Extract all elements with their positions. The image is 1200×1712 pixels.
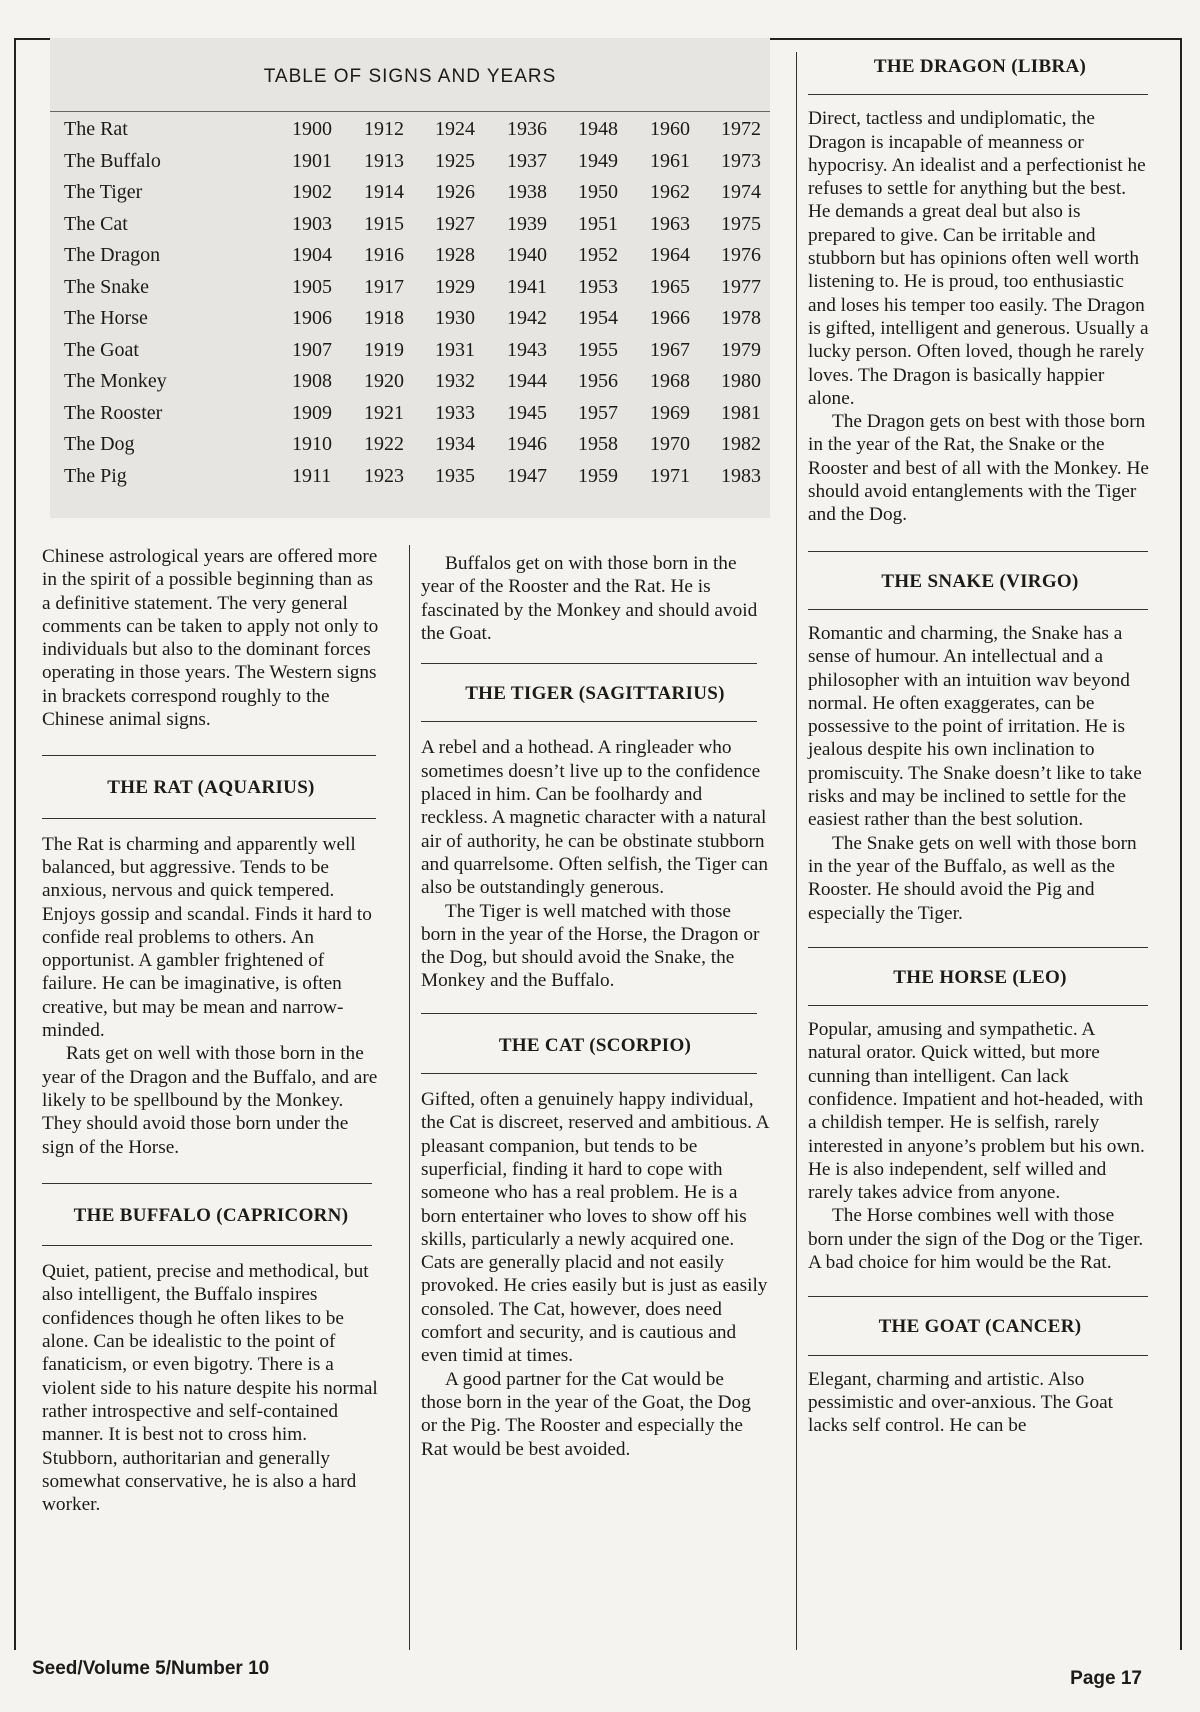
year-cell: 1956 [578,370,618,392]
year-cell: 1969 [650,401,690,424]
cat-paragraph-1: Gifted, often a genuinely happy individual, the Cat is discreet, reserved and ambitious. A pleasant companion, but tends to be superficial, finding it hard to cope with someone who has a real problem. He is a born entertainer who loves to show off his skills, particularly a newly acquired one. Cats are generally placid and not easily provoked. He cries easily but is just as easily consoled. The Cat, however, does need comfort and security, and is cautious and even timid at times. [421,1089,769,1367]
year-cell: 1923 [364,464,404,487]
buffalo-paragraph-2: Buffalos get on with those born in the year of the Rooster and the Rat. He is fascinated by the Monkey and should avoid the Goat. [421,553,758,644]
column-divider-left [409,545,410,1650]
year-cell: 1940 [507,244,547,266]
dragon-paragraph-1: Direct, tactless and undiplomatic, the Dragon is incapable of meanness or hypocrisy. An idealist and a perfectionist he refuses to settle for anything but the best. He demands a great deal but also is prepared to give. Can be irritable and stubborn but has opinions often well worth listening to. He is proud, too enthusiastic and loses his temper too easily. The Dragon is gifted, intelligent and generous. Usually a lucky person. Often loved, though he rarely loves. The Dragon is basically happier alone. [808,108,1149,409]
section-rule [42,1245,372,1246]
sign-name: The Snake [64,275,149,298]
year-cell: 1929 [435,275,475,298]
sign-name: The Dog [64,433,135,455]
horse-paragraph-1: Popular, amusing and sympathetic. A natural orator. Quick witted, but more cunning than intelligent. Can lack confidence. Impatient and hot-headed, with a childish temper. He is selfish, rarely interested in anyone’s problem but his own. He is also independent, self willed and rarely takes advice from anyone. [808,1019,1145,1204]
goat-heading: THE GOAT (CANCER) [878,1316,1082,1338]
year-cell: 1964 [650,244,690,266]
section-rule [808,1355,1148,1356]
year-cell: 1902 [292,181,332,203]
year-cell: 1934 [435,433,475,455]
year-cell: 1918 [364,307,404,329]
rat-paragraph-1: The Rat is charming and apparently well balanced, but aggressive. Tends to be anxious, nervous and quick tempered. Enjoys gossip and scandal. Finds it hard to confide real problems to others. An opportunist. A gambler frightened of failure. He can be imaginative, is often creative, but may be mean and narrow-minded. [42,833,372,1042]
section-rule [421,721,757,722]
year-cell: 1919 [364,338,404,361]
sign-name: The Horse [64,307,148,329]
year-cell: 1945 [507,401,547,424]
snake-heading: THE SNAKE (VIRGO) [881,570,1079,592]
dragon-paragraph-2: The Dragon gets on best with those born in the year of the Rat, the Snake or the Rooster and best of all with the Monkey. He should avoid entanglements with the Tiger and the Dog. [808,411,1149,526]
year-cell: 1920 [364,370,404,392]
year-cell: 1903 [292,212,332,235]
year-cell: 1924 [435,118,475,140]
year-cell: 1944 [507,370,547,392]
year-cell: 1946 [507,433,547,455]
year-cell: 1928 [435,244,475,266]
year-cell: 1983 [721,464,761,487]
year-cell: 1950 [578,181,618,203]
tiger-heading: THE TIGER (SAGITTARIUS) [465,683,725,705]
year-cell: 1947 [507,464,547,487]
sign-name: The Dragon [64,244,161,266]
section-rule [421,1013,757,1014]
sign-name: The Rooster [64,401,163,424]
year-cell: 1941 [507,275,547,298]
sign-name: The Tiger [64,181,143,203]
year-cell: 1935 [435,464,475,487]
year-cell: 1913 [364,149,404,172]
horse-heading: THE HORSE (LEO) [893,966,1067,988]
year-cell: 1942 [507,307,547,329]
section-rule [421,663,757,664]
year-cell: 1927 [435,212,475,235]
sign-name: The Cat [64,212,128,235]
year-cell: 1971 [650,464,690,487]
column-1 [42,545,380,1516]
year-cell: 1958 [578,433,618,455]
year-cell: 1975 [721,212,761,235]
year-cell: 1943 [507,338,547,361]
year-cell: 1980 [721,370,761,392]
year-cell: 1915 [364,212,404,235]
year-cell: 1953 [578,275,618,298]
year-cell: 1974 [721,181,761,203]
intro-paragraph: Chinese astrological years are offered more in the spirit of a possible beginning than as a definitive statement. The very general comments can be taken to apply not only to individuals but also to the dominant forces operating in those years. The Western signs in brackets correspond roughly to the Chinese animal signs. [42,546,379,731]
year-cell: 1917 [364,275,404,298]
footer-page-number: Page 17 [1070,1668,1142,1689]
sign-name: The Monkey [64,370,167,392]
section-rule [42,1183,372,1184]
sign-name: The Goat [64,338,139,361]
year-cell: 1910 [292,433,332,455]
year-cell: 1978 [721,307,761,329]
column-2 [421,552,769,1461]
year-cell: 1937 [507,149,547,172]
table-divider [50,111,770,112]
snake-paragraph-2: The Snake gets on well with those born in the year of the Buffalo, as well as the Rooster. He should avoid the Pig and especially the Tiger. [808,832,1137,924]
year-cell: 1921 [364,401,404,424]
sign-name: The Rat [64,118,128,140]
year-cell: 1973 [721,149,761,172]
column-3 [808,55,1152,1438]
year-cell: 1906 [292,307,332,329]
footer-issue: Seed/Volume 5/Number 10 [32,1658,270,1679]
year-cell: 1948 [578,118,618,140]
buffalo-paragraph-1: Quiet, patient, precise and methodical, but also intelligent, the Buffalo inspires confidences though he often likes to be alone. Can be idealistic to the point of fanaticism, or even bigotry. There is a violent side to his nature despite his normal rather introspective and self-contained manner. It is best not to cross him. Stubborn, authoritarian and generally somewhat conservative, he is also a hard worker. [42,1261,378,1516]
year-cell: 1955 [578,338,618,361]
year-cell: 1976 [721,244,761,266]
cat-paragraph-2: A good partner for the Cat would be those born in the year of the Goat, the Dog or the Pig. The Rooster and especially the Rat would be best avoided. [421,1368,751,1460]
year-cell: 1966 [650,307,690,329]
section-rule [808,947,1148,948]
section-rule [808,1005,1148,1006]
year-cell: 1930 [435,307,475,329]
rat-heading: THE RAT (AQUARIUS) [107,777,315,799]
signs-years-table [50,38,770,518]
year-cell: 1968 [650,370,690,392]
year-cell: 1936 [507,118,547,140]
column-divider-right [796,52,797,1650]
year-cell: 1916 [364,244,404,266]
year-cell: 1931 [435,338,475,361]
year-cell: 1957 [578,401,618,424]
year-cell: 1979 [721,338,761,361]
year-cell: 1938 [507,181,547,203]
year-cell: 1977 [721,275,761,298]
table-title: TABLE OF SIGNS AND YEARS [263,66,557,87]
year-cell: 1914 [364,181,404,203]
section-rule [808,1296,1148,1297]
section-rule [42,755,376,756]
year-cell: 1912 [364,118,404,140]
dragon-heading: THE DRAGON (LIBRA) [873,56,1087,77]
year-cell: 1962 [650,181,690,203]
year-cell: 1970 [650,433,690,455]
year-cell: 1965 [650,275,690,298]
section-rule [808,551,1148,552]
section-rule [808,609,1148,610]
year-cell: 1933 [435,401,475,424]
year-cell: 1905 [292,275,332,298]
tiger-paragraph-1: A rebel and a hothead. A ringleader who sometimes doesn’t live up to the confidence placed in him. Can be foolhardy and reckless. A magnetic character with a natural air of authority, he can be obstinate stubborn and quarrelsome. Often selfish, the Tiger can also be outstandingly generous. [421,737,768,899]
year-cell: 1960 [650,118,690,140]
year-cell: 1952 [578,244,618,266]
year-cell: 1959 [578,464,618,487]
year-cell: 1904 [292,244,332,266]
year-cell: 1925 [435,149,475,172]
year-cell: 1972 [721,118,761,140]
tiger-paragraph-2: The Tiger is well matched with those born in the year of the Horse, the Dragon or the Dog, but should avoid the Snake, the Monkey and the Buffalo. [421,900,760,992]
year-cell: 1900 [292,118,332,140]
cat-heading: THE CAT (SCORPIO) [498,1034,692,1056]
rat-paragraph-2: Rats get on well with those born in the year of the Dragon and the Buffalo, and are likely to be spellbound by the Monkey. They should avoid those born under the sign of the Horse. [42,1043,378,1158]
year-cell: 1981 [721,401,761,424]
year-cell: 1982 [721,433,761,455]
section-rule [421,1073,757,1074]
section-rule [42,818,376,819]
year-cell: 1967 [650,338,690,361]
buffalo-heading: THE BUFFALO (CAPRICORN) [73,1204,349,1226]
year-cell: 1954 [578,307,618,329]
snake-paragraph-1: Romantic and charming, the Snake has a sense of humour. An intellectual and a philosopher with an intuition wav beyond normal. He often exaggerates, can be possessive to the point of irritation. He is jealous despite his own inclination to promiscuity. The Snake doesn’t like to take risks and may be inclined to settle for the easiest rather than the best solution. [808,622,1142,831]
year-cell: 1939 [507,212,547,235]
section-rule [808,94,1148,95]
sign-name: The Pig [64,464,127,487]
sign-name: The Buffalo [64,149,161,172]
year-cell: 1949 [578,149,618,172]
year-cell: 1926 [435,181,475,203]
year-cell: 1932 [435,370,475,392]
year-cell: 1908 [292,370,332,392]
year-cell: 1922 [364,433,404,455]
goat-paragraph-1: Elegant, charming and artistic. Also pessimistic and over-anxious. The Goat lacks self control. He can be [808,1368,1114,1437]
year-cell: 1951 [578,212,618,235]
year-cell: 1907 [292,338,332,361]
year-cell: 1901 [292,149,332,172]
year-cell: 1909 [292,401,332,424]
year-cell: 1911 [292,464,332,487]
horse-paragraph-2: The Horse combines well with those born under the sign of the Dog or the Tiger. A bad choice for him would be the Rat. [808,1205,1144,1274]
year-cell: 1961 [650,149,690,172]
year-cell: 1963 [650,212,690,235]
